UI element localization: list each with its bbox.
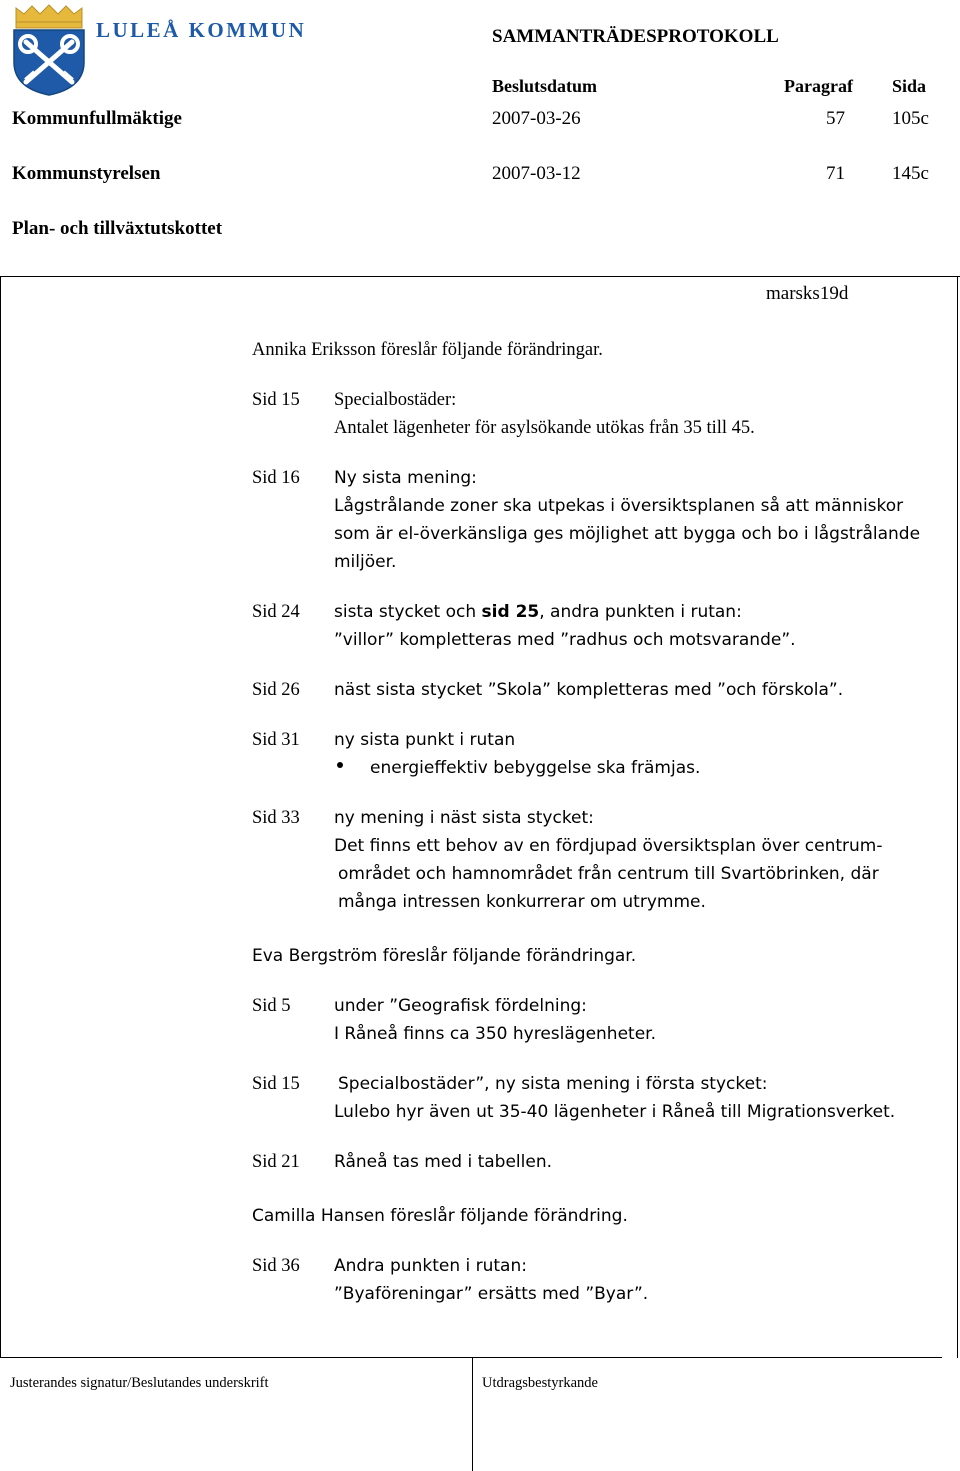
meeting-page: 105c bbox=[892, 108, 929, 129]
document-reference: marsks19d bbox=[766, 283, 849, 304]
page-reference-inline: sid 25 bbox=[481, 602, 540, 622]
change-text-line: ny sista punkt i rutan bbox=[334, 730, 516, 750]
change-text-line: Specialbostäder”, ny sista mening i första stycket: bbox=[338, 1074, 768, 1094]
bullet-icon bbox=[337, 762, 343, 768]
meeting-paragraph: 57 bbox=[826, 108, 845, 129]
change-text-line: I Råneå finns ca 350 hyreslägenheter. bbox=[334, 1024, 656, 1044]
footer-rule-left bbox=[0, 1357, 472, 1358]
change-text-line: Antalet lägenheter för asylsökande utökas från 35 till 45. bbox=[334, 418, 755, 438]
change-text-line: Specialbostäder: bbox=[334, 390, 457, 410]
change-text-line: miljöer. bbox=[334, 552, 397, 572]
bullet-item: energieffektiv bebyggelse ska främjas. bbox=[370, 758, 701, 778]
footer-rule-right bbox=[472, 1357, 942, 1358]
meeting-date: 2007-03-12 bbox=[492, 163, 581, 184]
document-type-title: SAMMANTRÄDESPROTOKOLL bbox=[492, 26, 779, 47]
organization-name: LULEÅ KOMMUN bbox=[96, 18, 307, 42]
content-frame-left-border bbox=[0, 276, 1, 1358]
lulea-coat-of-arms-logo bbox=[8, 4, 90, 96]
page-reference: Sid 26 bbox=[252, 680, 300, 700]
column-label-paragraph: Paragraf bbox=[784, 76, 853, 96]
page-reference: Sid 31 bbox=[252, 730, 300, 750]
proposal-intro: Annika Eriksson föreslår följande förändringar. bbox=[252, 340, 603, 360]
page-reference: Sid 16 bbox=[252, 468, 300, 488]
page-reference: Sid 15 bbox=[252, 390, 300, 410]
column-label-page: Sida bbox=[892, 76, 927, 96]
change-text-line: Ny sista mening: bbox=[334, 468, 477, 488]
page-reference: Sid 24 bbox=[252, 602, 300, 622]
change-text-line: ny mening i näst sista stycket: bbox=[334, 808, 594, 828]
change-text-line: ”villor” kompletteras med ”radhus och motsvarande”. bbox=[334, 630, 796, 650]
meeting-body: Plan- och tillväxtutskottet bbox=[12, 218, 223, 239]
page-reference: Sid 5 bbox=[252, 996, 291, 1016]
change-text-line: området och hamnområdet från centrum till Svartöbrinken, där bbox=[338, 864, 879, 884]
change-text-line: som är el-överkänsliga ges möjlighet att bygga och bo i lågstrålande bbox=[334, 524, 921, 544]
meeting-page: 145c bbox=[892, 163, 929, 184]
meeting-body: Kommunfullmäktige bbox=[12, 108, 182, 129]
change-text-line: Lågstrålande zoner ska utpekas i översiktsplanen så att människor bbox=[334, 496, 904, 516]
meeting-paragraph: 71 bbox=[826, 163, 845, 184]
change-text-segment: , andra punkten i rutan: bbox=[539, 602, 742, 622]
column-label-date: Beslutsdatum bbox=[492, 76, 598, 96]
page-reference: Sid 33 bbox=[252, 808, 300, 828]
meeting-body: Kommunstyrelsen bbox=[12, 163, 161, 184]
proposal-intro: Camilla Hansen föreslår följande förändring. bbox=[252, 1206, 628, 1226]
change-text-line: under ”Geografisk fördelning: bbox=[334, 996, 587, 1016]
signature-label: Justerandes signatur/Beslutandes underskrift bbox=[10, 1375, 269, 1391]
change-text-line bbox=[334, 598, 742, 626]
change-text-line: Råneå tas med i tabellen. bbox=[334, 1152, 553, 1172]
change-text-line: näst sista stycket ”Skola” kompletteras med ”och förskola”. bbox=[334, 680, 844, 700]
footer-separator bbox=[472, 1358, 473, 1471]
page-reference: Sid 36 bbox=[252, 1256, 300, 1276]
change-text-line: Lulebo hyr även ut 35-40 lägenheter i Råneå till Migrationsverket. bbox=[334, 1102, 896, 1122]
content-frame-top-border bbox=[0, 276, 960, 277]
proposal-intro: Eva Bergström föreslår följande förändringar. bbox=[252, 946, 637, 966]
page-reference: Sid 21 bbox=[252, 1152, 300, 1172]
change-text-line: Andra punkten i rutan: bbox=[334, 1256, 527, 1276]
certification-label: Utdragsbestyrkande bbox=[482, 1375, 598, 1391]
change-text-line: ”Byaföreningar” ersätts med ”Byar”. bbox=[334, 1284, 649, 1304]
content-frame-right-border bbox=[957, 276, 958, 1358]
change-text-line: många intressen konkurrerar om utrymme. bbox=[338, 892, 706, 912]
change-text-line: Det finns ett behov av en fördjupad översiktsplan över centrum- bbox=[334, 836, 883, 856]
meeting-date: 2007-03-26 bbox=[492, 108, 581, 129]
page-reference: Sid 15 bbox=[252, 1074, 300, 1094]
change-text-segment: sista stycket och bbox=[334, 602, 482, 622]
